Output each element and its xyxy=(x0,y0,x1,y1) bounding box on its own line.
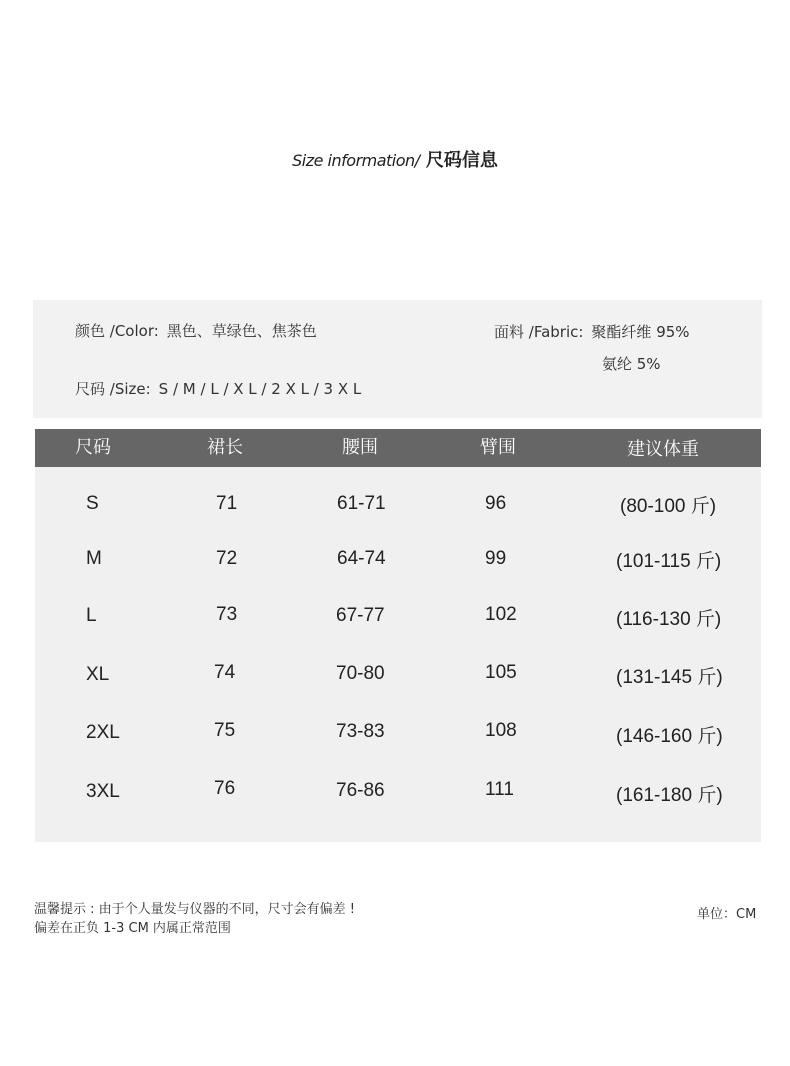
header-arm: 臂围 xyxy=(480,437,516,458)
color-label: 颜色 /Color: xyxy=(75,322,159,340)
cell-size: S xyxy=(86,493,99,514)
color-value: 黑色、草绿色、焦茶色 xyxy=(166,322,317,340)
cell-length: 72 xyxy=(216,548,238,569)
cell-weight: (101-115 斤) xyxy=(616,551,722,572)
cell-length: 73 xyxy=(216,604,238,625)
cell-weight: (80-100 斤) xyxy=(620,496,717,517)
fabric-row xyxy=(494,321,690,342)
cell-length: 71 xyxy=(216,493,238,514)
size-label: 尺码 /Size: xyxy=(75,380,151,398)
header-weight: 建议体重 xyxy=(627,439,699,460)
cell-arm: 105 xyxy=(485,662,517,683)
tip-line-2: 偏差在正负 1-3 CM 内属正常范围 xyxy=(34,921,231,936)
cell-size: L xyxy=(86,605,97,626)
cell-arm: 102 xyxy=(485,604,517,625)
cell-waist: 64-74 xyxy=(337,548,386,569)
cell-weight: (146-160 斤) xyxy=(616,726,723,747)
cell-length: 74 xyxy=(214,662,236,683)
table-header xyxy=(35,429,761,467)
cell-size: XL xyxy=(86,664,110,685)
cell-arm: 96 xyxy=(485,493,507,514)
title-chinese: 尺码信息 xyxy=(419,150,498,171)
fabric-label: 面料 /Fabric: xyxy=(494,323,584,341)
cell-waist: 76-86 xyxy=(336,780,385,801)
cell-arm: 108 xyxy=(485,720,517,741)
cell-arm: 99 xyxy=(485,548,507,569)
cell-size: 3XL xyxy=(86,781,120,802)
cell-waist: 73-83 xyxy=(336,721,385,742)
product-info-panel xyxy=(33,300,762,418)
size-table xyxy=(35,429,761,842)
title-english: Size information/ xyxy=(292,151,420,170)
cell-size: M xyxy=(86,548,102,569)
color-row xyxy=(75,320,317,341)
header-skirt-length: 裙长 xyxy=(207,437,243,458)
header-waist: 腰围 xyxy=(342,437,378,458)
cell-waist: 61-71 xyxy=(337,493,386,514)
cell-weight: (116-130 斤) xyxy=(616,609,722,630)
cell-waist: 67-77 xyxy=(336,605,385,626)
fabric-line-2: 氨纶 5% xyxy=(602,355,661,373)
cell-size: 2XL xyxy=(86,722,120,743)
cell-weight: (131-145 斤) xyxy=(616,667,723,688)
cell-length: 75 xyxy=(214,720,236,741)
header-size: 尺码 xyxy=(75,437,111,458)
page-title xyxy=(0,146,790,172)
tip-line-1: 温馨提示 : 由于个人量发与仪器的不同，尺寸会有偏差 ! xyxy=(34,902,355,917)
size-row xyxy=(75,378,361,399)
unit-label: 单位：CM xyxy=(697,907,757,922)
cell-arm: 111 xyxy=(485,779,514,800)
cell-weight: (161-180 斤) xyxy=(616,785,723,806)
tip-note xyxy=(34,900,355,938)
fabric-line-1: 聚酯纤维 95% xyxy=(591,323,690,341)
cell-waist: 70-80 xyxy=(336,663,385,684)
cell-length: 76 xyxy=(214,778,236,799)
size-value: S / M / L / X L / 2 X L / 3 X L xyxy=(158,380,362,398)
